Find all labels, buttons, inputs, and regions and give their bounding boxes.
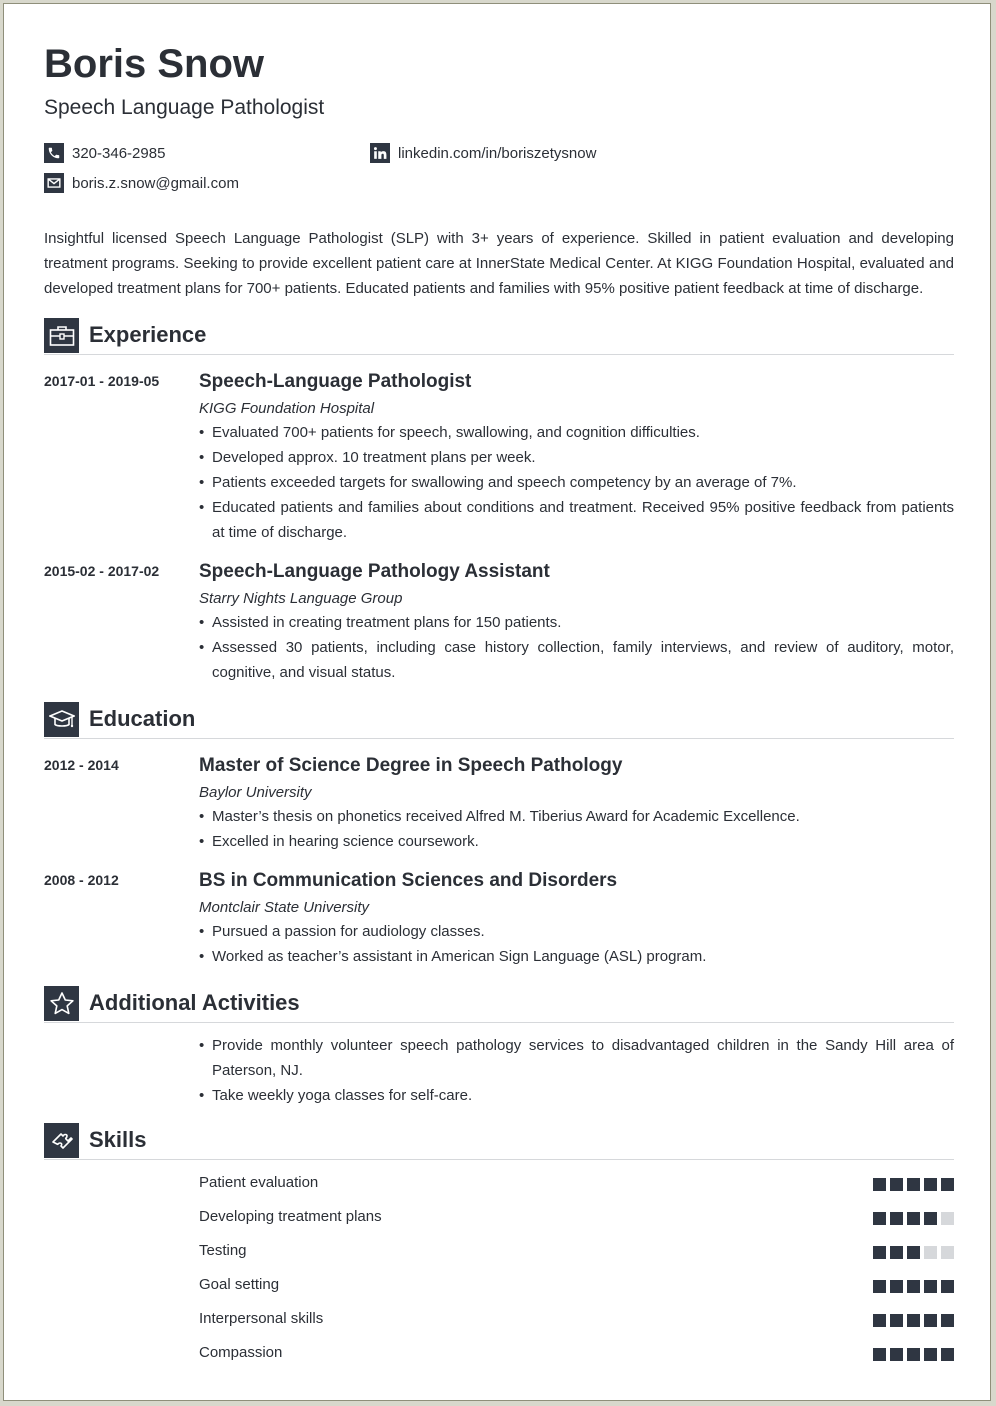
activities-bullets: [199, 1033, 954, 1108]
star-icon: [44, 986, 79, 1021]
skill-name: Goal setting: [199, 1276, 280, 1293]
skill-row: [199, 1276, 954, 1296]
entry-bullets: [199, 420, 954, 545]
bullet-item: • Provide monthly volunteer speech pathology services to disadvantaged children in the Sandy Hill area of Paterson, NJ.: [199, 1033, 954, 1083]
skill-dot-filled: [890, 1348, 903, 1361]
skill-dot-filled: [924, 1348, 937, 1361]
entry-body: [199, 757, 954, 854]
skill-dot-filled: [907, 1178, 920, 1191]
skill-dot-empty: [941, 1246, 954, 1259]
skill-row: [199, 1208, 954, 1228]
entry-date: 2008 - 2012: [44, 872, 119, 888]
resume-page: [3, 3, 991, 1401]
skill-row: [199, 1242, 954, 1262]
candidate-title: Speech Language Pathologist: [44, 96, 325, 119]
skill-dot-filled: [941, 1314, 954, 1327]
entry-date: 2015-02 - 2017-02: [44, 563, 160, 579]
bullet-item: • Master’s thesis on phonetics received Alfred M. Tiberius Award for Academic Excellence.: [199, 804, 954, 829]
linkedin-link[interactable]: linkedin.com/in/boriszetysnow: [398, 144, 597, 162]
candidate-name: Boris Snow: [44, 42, 265, 86]
bullet-item: • Assessed 30 patients, including case history collection, family interviews, and review of auditory, motor, cognitive, and visual status.: [199, 635, 954, 685]
skill-dot-filled: [941, 1280, 954, 1293]
skill-dot-empty: [924, 1246, 937, 1259]
skill-dot-filled: [890, 1280, 903, 1293]
skill-dot-filled: [873, 1348, 886, 1361]
entry-organization: KIGG Foundation Hospital: [199, 400, 375, 417]
skill-dot-filled: [907, 1280, 920, 1293]
skill-row: [199, 1174, 954, 1194]
bullet-item: • Assisted in creating treatment plans for 150 patients.: [199, 610, 954, 635]
graduation-cap-icon: [44, 702, 79, 737]
skill-dot-filled: [890, 1212, 903, 1225]
skill-dot-filled: [924, 1212, 937, 1225]
skills-section-title: Skills: [89, 1127, 147, 1152]
entry-date: 2017-01 - 2019-05: [44, 373, 160, 389]
summary-paragraph: Insightful licensed Speech Language Pathologist (SLP) with 3+ years of experience. Skilled in patient evaluation and developing treatment programs. Seeking to provide excellent patient care at InnerState Medical Center. At KIGG Foundation Hospital, evaluated and developed treatment plans for 700+ patients. Educated patients and families with 95% positive patient feedback at time of discharge.: [44, 230, 954, 297]
entry-bullets: [199, 804, 954, 854]
experience-section-header: [44, 318, 954, 355]
entry-organization: Starry Nights Language Group: [199, 590, 403, 607]
skill-name: Compassion: [199, 1344, 283, 1361]
skill-dot-filled: [890, 1314, 903, 1327]
entry-title: Master of Science Degree in Speech Pathology: [199, 755, 623, 776]
skill-dot-filled: [873, 1246, 886, 1259]
skill-dot-filled: [907, 1246, 920, 1259]
skill-dot-filled: [873, 1280, 886, 1293]
skill-dot-filled: [924, 1280, 937, 1293]
education-section-title: Education: [89, 706, 196, 731]
bullet-item: • Worked as teacher’s assistant in American Sign Language (ASL) program.: [199, 944, 954, 969]
skill-name: Interpersonal skills: [199, 1310, 324, 1327]
entry-bullets: [199, 919, 954, 969]
skill-row: [199, 1310, 954, 1330]
entry-body: [199, 1033, 954, 1108]
skill-name: Patient evaluation: [199, 1174, 319, 1191]
briefcase-icon: [44, 318, 79, 353]
entry-date: 2012 - 2014: [44, 757, 119, 773]
entry-body: [199, 563, 954, 685]
skill-dot-filled: [924, 1178, 937, 1191]
skills-section-header: [44, 1123, 954, 1160]
education-section-header: [44, 702, 954, 739]
skill-dot-filled: [890, 1178, 903, 1191]
skill-dot-filled: [924, 1314, 937, 1327]
contact-phone: [44, 143, 165, 163]
skill-level-indicator: [869, 1280, 954, 1293]
skill-dot-empty: [941, 1212, 954, 1225]
skill-name: Developing treatment plans: [199, 1208, 382, 1225]
entry-title: BS in Communication Sciences and Disorders: [199, 870, 618, 891]
skill-level-indicator: [869, 1246, 954, 1259]
skill-dot-filled: [907, 1212, 920, 1225]
activities-section-title: Additional Activities: [89, 990, 300, 1015]
skill-level-indicator: [869, 1212, 954, 1225]
phone-text: 320-346-2985: [72, 144, 166, 162]
bullet-item: • Take weekly yoga classes for self-care.: [199, 1083, 954, 1108]
skill-name: Testing: [199, 1242, 247, 1259]
entry-title: Speech-Language Pathology Assistant: [199, 561, 550, 582]
skill-dot-filled: [941, 1178, 954, 1191]
linkedin-icon: [370, 143, 390, 163]
skill-dot-filled: [890, 1246, 903, 1259]
skill-dot-filled: [907, 1348, 920, 1361]
experience-section-title: Experience: [89, 322, 207, 347]
skill-dot-filled: [873, 1178, 886, 1191]
skill-dot-filled: [941, 1348, 954, 1361]
bullet-item: • Pursued a passion for audiology classes.: [199, 919, 954, 944]
bullet-item: • Patients exceeded targets for swallowing and speech competency by an average of 7%.: [199, 470, 954, 495]
entry-body: [199, 373, 954, 545]
bullet-item: • Evaluated 700+ patients for speech, swallowing, and cognition difficulties.: [199, 420, 954, 445]
skill-level-indicator: [869, 1314, 954, 1327]
skill-dot-filled: [907, 1314, 920, 1327]
bullet-item: • Excelled in hearing science coursework.: [199, 829, 954, 854]
skill-level-indicator: [869, 1178, 954, 1191]
email-icon: [44, 173, 64, 193]
email-link[interactable]: boris.z.snow@gmail.com: [72, 174, 239, 192]
skill-row: [199, 1344, 954, 1364]
skill-dot-filled: [873, 1212, 886, 1225]
entry-organization: Baylor University: [199, 784, 312, 801]
contact-linkedin: [370, 143, 596, 163]
activities-section-header: [44, 986, 954, 1023]
entry-bullets: [199, 610, 954, 685]
skill-dot-filled: [873, 1314, 886, 1327]
entry-body: [199, 872, 954, 969]
phone-icon: [44, 143, 64, 163]
entry-organization: Montclair State University: [199, 899, 370, 916]
puzzle-icon: [44, 1123, 79, 1158]
skill-level-indicator: [869, 1348, 954, 1361]
bullet-item: • Educated patients and families about conditions and treatment. Received 95% positive feedback from patients at time of discharge.: [199, 495, 954, 545]
contact-email: [44, 173, 239, 193]
bullet-item: • Developed approx. 10 treatment plans per week.: [199, 445, 954, 470]
entry-title: Speech-Language Pathologist: [199, 371, 472, 392]
